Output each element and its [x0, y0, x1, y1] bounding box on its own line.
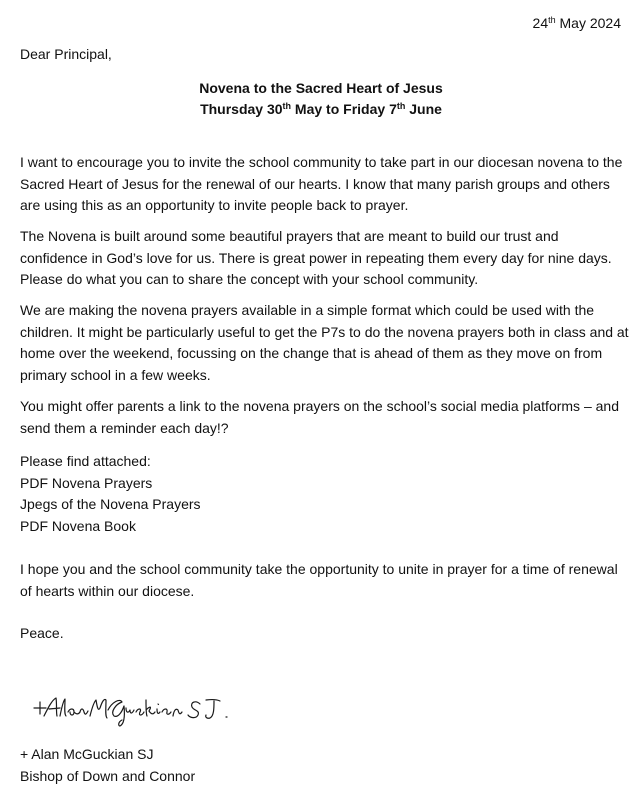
- salutation: Dear Principal,: [20, 46, 112, 62]
- attachment-item: PDF Novena Prayers: [20, 474, 153, 491]
- letter-date: [533, 15, 621, 31]
- paragraph-closing-text: I hope you and the school community take the opportunity to unite in prayer for a time of renewal of hearts within our diocese.: [20, 561, 618, 599]
- signatory-name: + Alan McGuckian SJ: [20, 746, 154, 762]
- title-date-month: June: [405, 101, 442, 117]
- title-date-start: Thursday 30: [200, 101, 283, 117]
- paragraph-novena-text: The Novena is built around some beautiful prayers that are meant to build our trust and confidence in God’s love for us. There is great power in repeating them every day for nine days. Please do what you can to share the concept with your school community.: [20, 228, 612, 287]
- date-day: 24: [532, 15, 549, 31]
- handwritten-signature: [30, 690, 270, 730]
- paragraph-parents-text: You might offer parents a link to the novena prayers on the school’s social media platforms – and send them a reminder each day!?: [20, 398, 619, 436]
- signatory: [20, 744, 195, 787]
- title-line-1: Novena to the Sacred Heart of Jesus: [199, 80, 443, 96]
- paragraph-invitation: [20, 152, 630, 217]
- paragraph-novena: [20, 226, 630, 291]
- valediction: Peace.: [20, 625, 64, 641]
- attachments-heading: Please find attached:: [20, 453, 151, 469]
- title-date-end-suffix: th: [396, 101, 406, 111]
- paragraph-format: [20, 300, 630, 386]
- date-rest: May 2024: [555, 15, 621, 31]
- attachment-item: Jpegs of the Novena Prayers: [20, 496, 201, 512]
- paragraph-parents: [20, 396, 630, 439]
- attachment-item: PDF Novena Book: [20, 517, 136, 534]
- paragraph-invitation-text: I want to encourage you to invite the school community to take part in our diocesan novena to the Sacred Heart of Jesus for the renewal of our hearts. I know that many parish groups and others are using this as an opportunity to invite people back to prayer.: [20, 154, 623, 213]
- title-line-2: [0, 99, 642, 120]
- attachments-list: [20, 451, 630, 537]
- title-date-start-suffix: th: [282, 101, 292, 111]
- paragraph-closing: [20, 559, 630, 602]
- letter-title: [0, 78, 642, 120]
- title-date-end: May to Friday 7: [291, 101, 397, 117]
- date-suffix: th: [548, 15, 556, 25]
- paragraph-format-text: We are making the novena prayers available in a simple format which could be used with the children. It might be particularly useful to get the P7s to do the novena prayers both in class and at home over the weekend, focussing on the change that is ahead of them as they move on from primary school in a few weeks.: [20, 302, 629, 383]
- signatory-role: Bishop of Down and Connor: [20, 767, 196, 784]
